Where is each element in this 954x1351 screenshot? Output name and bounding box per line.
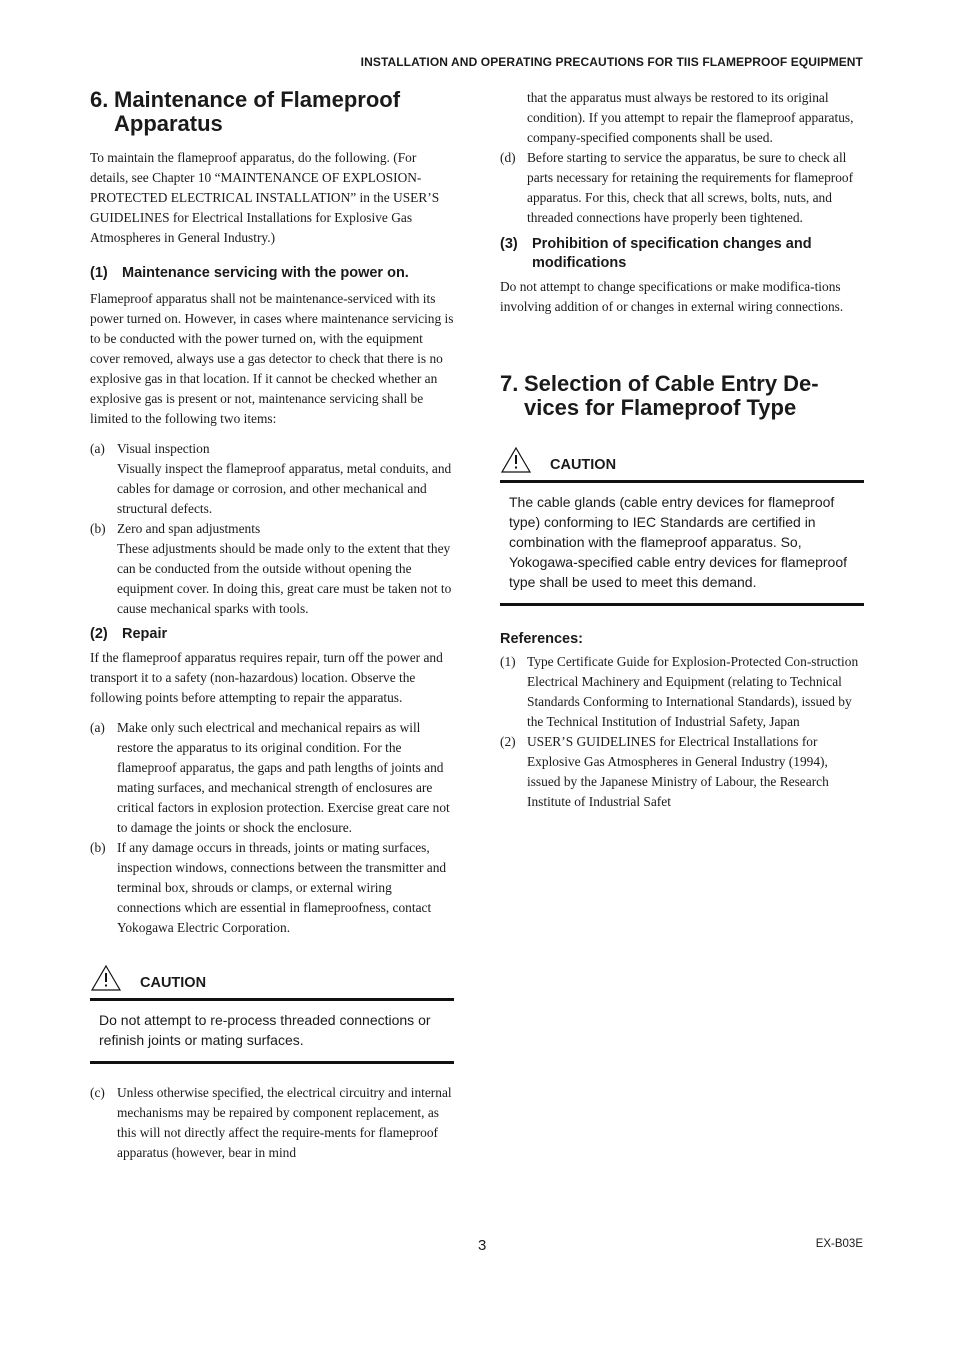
list-item-text: If any damage occurs in threads, joints or mating surfaces, inspection windows, connections between the transmitter and terminal box, shrouds or clamps, or external wiring connections which are essential in flameproofness, contact Yokogawa Electric Corporation. xyxy=(117,840,447,935)
list-item-label: (a) xyxy=(90,441,105,456)
list-item-text: Make only such electrical and mechanical repairs as will restore the apparatus to its original condition. For the flameproof apparatus, the gaps and path lengths of joints and mating surfaces, and mechanical strength of enclosures are critical factors in explosion protection. Exercise great care not to damage the joints or shock the enclosure. xyxy=(117,720,450,835)
list-item-title: Zero and span adjustments xyxy=(117,521,261,536)
reference-label: (2) xyxy=(500,734,516,749)
list-item-label: (d) xyxy=(500,150,516,165)
list-item-text: Before starting to service the apparatus, be sure to check all parts necessary for retaining the requirements for flameproof apparatus. For this, check that all screws, bolts, nuts, and threaded connections have properly been tightened. xyxy=(527,150,854,225)
subsection-1-title: Maintenance servicing with the power on. xyxy=(122,265,409,281)
reference-text: USER’S GUIDELINES for Electrical Installations for Explosive Gas Atmospheres in General Industry (1994), issued by the Japanese Ministry of Labour, the Research Institute of Industrial Safet xyxy=(527,734,829,809)
subsection-1-heading xyxy=(90,264,454,283)
left-column xyxy=(90,88,454,1163)
list-item-2c xyxy=(90,1083,454,1163)
section-6-intro: To maintain the flameproof apparatus, do the following. (For details, see Chapter 10 “MAINTENANCE OF EXPLOSION-PROTECTED ELECTRICAL INSTALLATION” in the USER’S GUIDELINES for Electrical Installations for Explosive Gas Atmospheres in General Industry.) xyxy=(90,150,440,245)
caution-bottom-rule xyxy=(500,603,864,606)
subsection-2-title: Repair xyxy=(122,626,168,642)
references-heading: References: xyxy=(500,631,584,647)
section-7-heading xyxy=(500,372,864,420)
section-7-number: 7. xyxy=(500,371,519,396)
list-item-1b xyxy=(90,519,454,619)
list-item-2d xyxy=(500,148,864,228)
subsection-1-number: (1) xyxy=(90,265,108,281)
caution-text: Do not attempt to re-process threaded connections or refinish joints or mating surfaces. xyxy=(99,1012,431,1048)
caution-box-repair xyxy=(90,964,454,1064)
document-code: EX-B03E xyxy=(815,1238,863,1250)
list-item-2a xyxy=(90,718,454,838)
warning-triangle-icon xyxy=(90,964,122,992)
list-item-1a xyxy=(90,439,454,519)
running-header: INSTALLATION AND OPERATING PRECAUTIONS FOR TIIS FLAMEPROOF EQUIPMENT xyxy=(360,55,863,69)
list-item-label: (a) xyxy=(90,720,105,735)
list-item-text: Visually inspect the flameproof apparatus, metal conduits, and cables for damage or corrosion, and other mechanical and structural defects. xyxy=(117,461,452,516)
reference-label: (1) xyxy=(500,654,516,669)
section-6-title: Maintenance of Flameproof Apparatus xyxy=(114,87,401,136)
subsection-3-title: Prohibition of specification changes and modifications xyxy=(532,236,812,271)
caution-top-rule xyxy=(90,998,454,1001)
list-item-title: Visual inspection xyxy=(117,441,210,456)
caution-label: CAUTION xyxy=(550,457,617,473)
subsection-3-number: (3) xyxy=(500,236,518,252)
reference-text: Type Certificate Guide for Explosion-Protected Con-struction Electrical Machinery and Equipment (relating to Technical Standards Conforming to International Standards), issued by the Technical Institution of Industrial Safety, Japan xyxy=(527,654,859,729)
caution-label: CAUTION xyxy=(140,975,207,991)
list-item-label: (c) xyxy=(90,1085,105,1100)
section-7-title: Selection of Cable Entry De-vices for Flameproof Type xyxy=(524,371,819,420)
section-6-heading xyxy=(90,88,454,136)
list-item-text: that the apparatus must always be restored to its original condition). If you attempt to repair the flameproof apparatus, company-specified components shall be used. xyxy=(527,90,854,145)
list-item-text: These adjustments should be made only to the extent that they can be conducted from the outside without opening the equipment cover. In doing this, great care must be taken not to cause mechanical sparks with tools. xyxy=(117,541,452,616)
subsection-2-body: If the flameproof apparatus requires repair, turn off the power and transport it to a safety (non-hazardous) location. Observe the following points before attempting to repair the apparatus. xyxy=(90,650,443,705)
subsection-2-number: (2) xyxy=(90,626,108,642)
caution-bottom-rule xyxy=(90,1061,454,1064)
reference-item-2 xyxy=(500,732,864,812)
caution-box-cable-entry xyxy=(500,446,864,606)
list-item-label: (b) xyxy=(90,840,106,855)
caution-header xyxy=(500,446,864,474)
list-item-2c-continued xyxy=(500,88,864,148)
warning-triangle-icon xyxy=(500,446,532,474)
page-number: 3 xyxy=(478,1237,487,1254)
section-6-number: 6. xyxy=(90,87,109,112)
subsection-2-heading xyxy=(90,625,454,644)
list-item-2b xyxy=(90,838,454,938)
subsection-3-heading xyxy=(500,235,864,273)
list-item-text: Unless otherwise specified, the electrical circuitry and internal mechanisms may be repaired by component replacement, as this will not directly affect the require-ments for flameproof apparatus (however, bear in mind xyxy=(117,1085,452,1160)
right-column xyxy=(500,88,864,812)
caution-top-rule xyxy=(500,480,864,483)
reference-item-1 xyxy=(500,652,864,732)
caution-header xyxy=(90,964,454,992)
subsection-1-body: Flameproof apparatus shall not be maintenance-serviced with its power turned on. However, in cases where maintenance servicing is to be conducted with the power turned on, with the equipment cover removed, always use a gas detector to check that there is no explosive gas in that location. If it cannot be checked whether an explosive gas is present or not, maintenance servicing shall be limited to the following two items: xyxy=(90,291,454,426)
caution-text: The cable glands (cable entry devices for flameproof type) conforming to IEC Standards are certified in combination with the flameproof apparatus. So, Yokogawa-specified cable entry devices for flameproof type shall be used to meet this demand. xyxy=(509,494,848,590)
subsection-3-body: Do not attempt to change specifications or make modifica-tions involving addition of or changes in external wiring connections. xyxy=(500,279,844,314)
list-item-label: (b) xyxy=(90,521,106,536)
